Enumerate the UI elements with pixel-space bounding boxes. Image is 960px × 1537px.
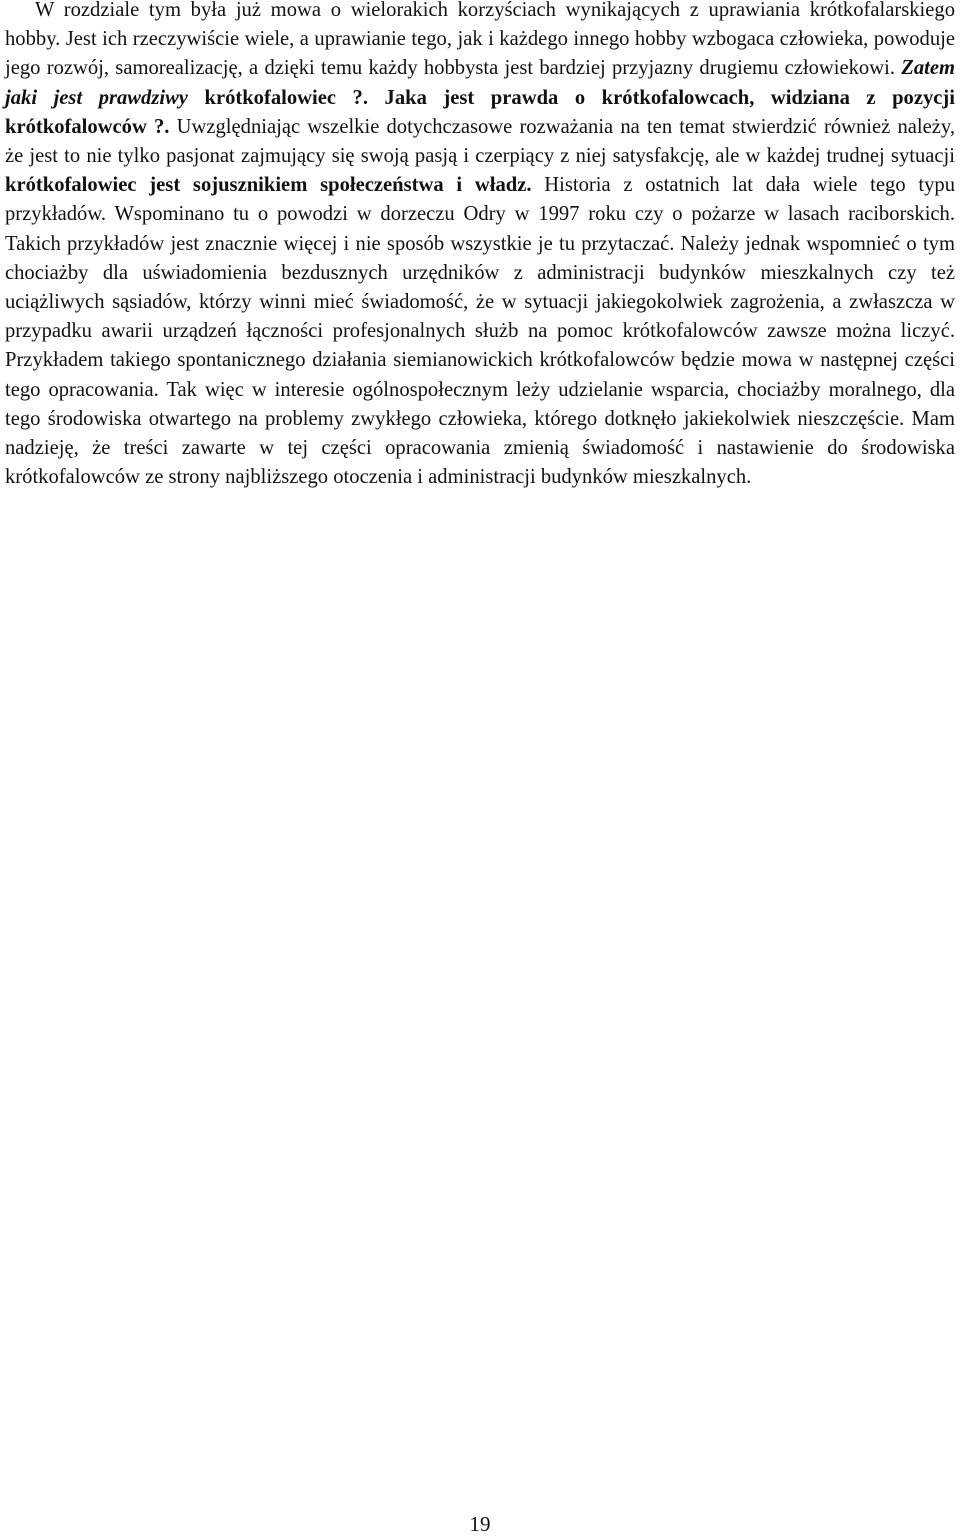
body-paragraph	[5, 0, 955, 492]
paragraph-emphasis-question: krótkofalowiec ?. Jaka jest prawda o krótkofalowcach, widziana z pozycji krótkofalowców ?.	[5, 86, 955, 138]
paragraph-text-middle: Uwzględniając wszelkie dotychczasowe rozważania na ten temat stwierdzić również należy, że jest to nie tylko pasjonat zajmujący się swoją pasją i czerpiący z niej satysfakcję, ale w każdej trudnej sytuacji	[5, 115, 955, 168]
paragraph-text-intro: W rozdziale tym była już mowa o wielorakich korzyściach wynikających z uprawiania krótkofalarskiego hobby. Jest ich rzeczywiście wiele, a uprawianie tego, jak i każdego innego hobby wzbogaca człowieka, powoduje jego rozwój, samorealizację, a dzięki temu każdy hobbysta jest bardziej przyjazny drugiemu człowiekowi.	[5, 0, 955, 80]
paragraph-text-conclusion: Historia z ostatnich lat dała wiele tego typu przykładów. Wspominano tu o powodzi w dorzeczu Odry w 1997 roku czy o pożarze w lasach raciborskich. Takich przykładów jest znacznie więcej i nie sposób wszystkie je tu przytaczać. Należy jednak wspomnieć o tym chociażby dla uświadomienia bezdusznych urzędników z administracji budynków mieszkalnych czy też uciążliwych sąsiadów, którzy winni mieć świadomość, że w sytuacji jakiegokolwiek zagrożenia, a zwłaszcza w przypadku awarii urządzeń łączności profesjonalnych służb na pomoc krótkofalowców zawsze można liczyć. Przykładem takiego spontanicznego działania siemianowickich krótkofalowców będzie mowa w następnej części tego opracowania. Tak więc w interesie ogólnospołecznym leży udzielanie wsparcia, chociażby moralnego, dla tego środowiska otwartego na problemy zwykłego człowieka, którego dotknęło jakiekolwiek nieszczęście. Mam nadzieję, że treści zawarte w tej części opracowania zmienią świadomość i nastawienie do środowiska krótkofalowców ze strony najbliższego otoczenia i administracji budynków mieszkalnych.	[5, 174, 955, 489]
paragraph-emphasis-question-start: Zatem jaki jest prawdziwy	[5, 57, 955, 109]
document-page	[5, 0, 955, 1537]
paragraph-emphasis-ally: krótkofalowiec jest sojusznikiem społeczeństwa i władz.	[5, 174, 532, 197]
page-number: 19	[469, 1512, 491, 1536]
paragraph-space	[188, 87, 205, 109]
